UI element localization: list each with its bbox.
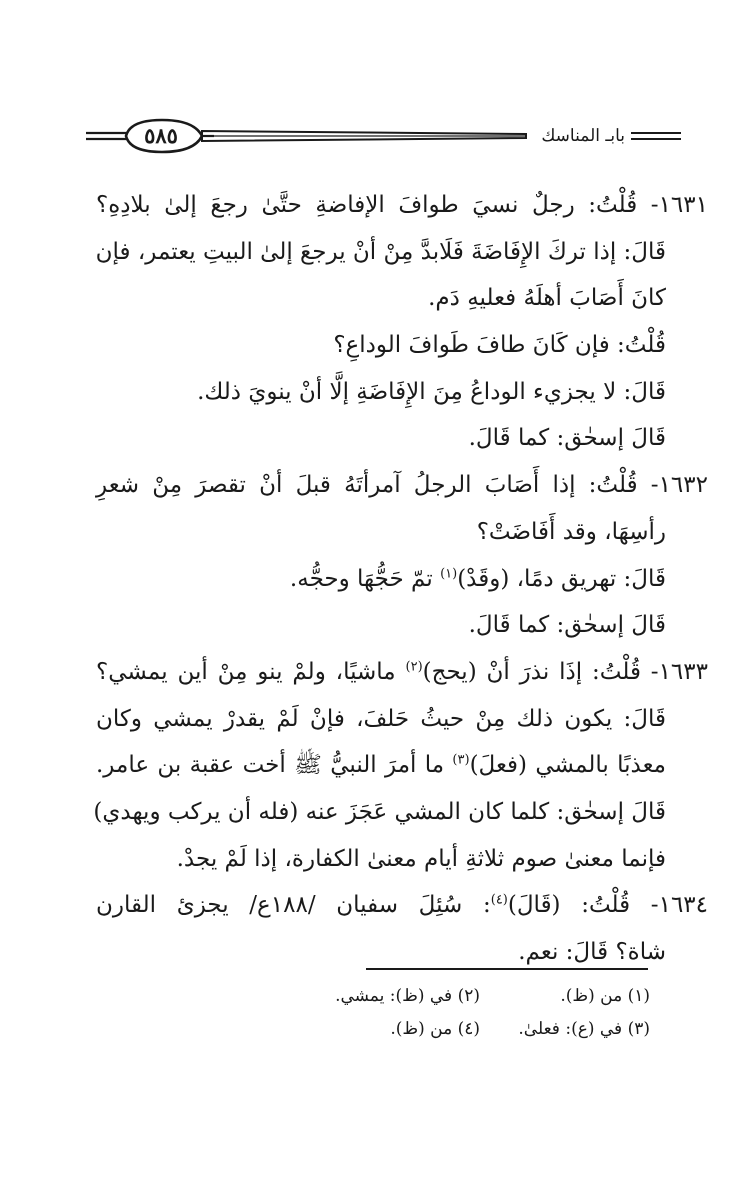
- footnote-1: (١) من (ظ).: [560, 986, 650, 1006]
- text-line: ١٦٣٣- قُلْتُ: إذَا نذرَ أنْ (يحج)$^{(٢)}$ ماشيًا، ولمْ ينو مِنْ أين يمشي؟: [96, 658, 708, 685]
- text-line: كانَ أَصَابَ أهلَهُ فعليهِ دَم.: [428, 285, 666, 312]
- text-line: ١٦٣٢- قُلْتُ: إذا أَصَابَ الرجلُ آمرأتَهُ قبلَ أنْ تقصرَ مِنْ شعرِ: [96, 472, 708, 499]
- text-line: شاة؟ قَالَ: نعم.: [518, 939, 666, 965]
- footnotes: [190, 980, 650, 1046]
- text-line: فإنما معنىٰ صوم ثلاثةِ أيام معنىٰ الكفارة، إذا لَمْ يجدْ.: [176, 845, 666, 872]
- text-line: قَالَ إسحٰق: كلما كان المشي عَجَزَ عنه (فله أن يركب ويهدي): [93, 798, 666, 825]
- text-line: قَالَ: يكون ذلك مِنْ حيثُ حَلفَ، فإنْ لَمْ يقدرْ يمشي وكان: [96, 705, 666, 732]
- text-line: معذبًا بالمشي (فعلَ)$^{(٣)}$ ما أمرَ النبيُّ ﷺ أخت عقبة بن عامر.: [96, 752, 666, 779]
- footnote-mark: (٣): [452, 752, 470, 768]
- text-line: قُلْتُ: فإن كَانَ طافَ طَوافَ الوداعِ؟: [333, 332, 666, 359]
- text-line: قَالَ: إذا تركَ الإِفَاضَةَ فَلَابدَّ مِنْ أنْ يرجعَ إلىٰ البيتِ يعتمر، فإن: [95, 238, 666, 265]
- footnote-2: (٢) في (ظ): يمشي.: [335, 986, 480, 1006]
- footnote-3: (٣) في (ع): فعلىٰ.: [518, 1019, 650, 1039]
- text-line: قَالَ إسحٰق: كما قَالَ.: [468, 425, 666, 452]
- text-line: ١٦٣١- قُلْتُ: رجلٌ نسيَ طوافَ الإفاضةِ حتَّىٰ رجعَ إلىٰ بلادِهِ؟: [96, 192, 708, 218]
- text-line: قَالَ: تهريق دمًا، (وقَدْ)$^{(١)}$ تمّ حَجُّهَا وحجُّه.: [289, 565, 666, 592]
- chapter-title: بابـ المناسك: [541, 126, 625, 146]
- footnote-mark: (١): [440, 565, 458, 581]
- text-line: قَالَ إسحٰق: كما قَالَ.: [468, 612, 666, 639]
- page-header: [86, 116, 681, 156]
- footnote-mark: (٤): [490, 892, 508, 908]
- page-number: ٥٨٥: [144, 123, 178, 148]
- footnote-mark: (٢): [405, 659, 423, 675]
- text-line: رأسِهَا، وقد أَفَاضَتْ؟: [476, 518, 666, 545]
- footnote-4: (٤) من (ظ).: [390, 1019, 480, 1039]
- text-line: قَالَ: لا يجزيء الوداعُ مِنَ الإِفَاضَةِ إلَّا أنْ ينويَ ذلك.: [197, 378, 666, 405]
- footnote-divider: [366, 968, 648, 970]
- main-text: [93, 182, 709, 976]
- footnote-row: [190, 980, 650, 1013]
- footnote-row: [190, 1013, 650, 1046]
- text-line: ١٦٣٤- قُلْتُ: (قَالَ)$^{(٤)}$: سُئِلَ سفيان /١٨٨ع/ يجزئ القارن: [96, 892, 709, 919]
